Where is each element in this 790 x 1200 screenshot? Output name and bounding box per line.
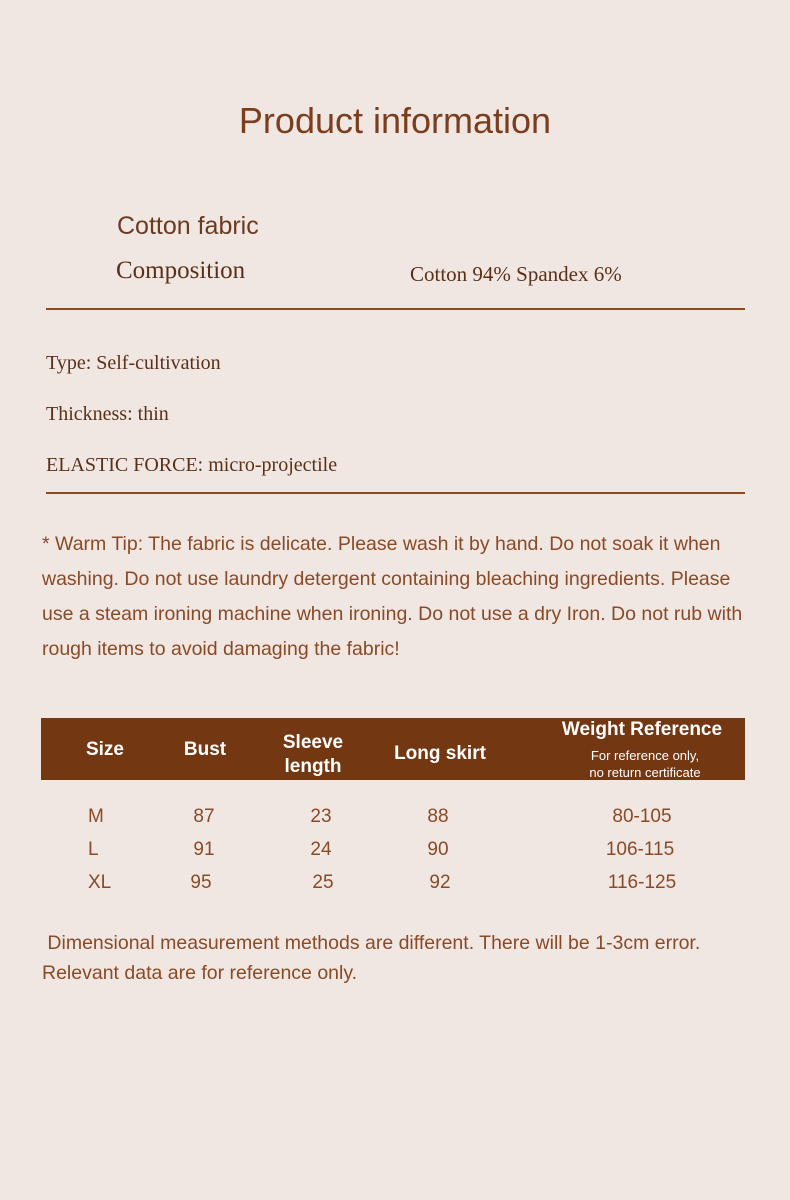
page-title: Product information — [238, 100, 552, 141]
divider-top — [46, 308, 745, 310]
header-weight-note-line1: For reference only, — [590, 748, 700, 763]
warm-tip: * Warm Tip: The fabric is delicate. Please wash it by hand. Do not soak it when washing. Do not use laundry detergent containing bleaching ingredients. Please use a steam ironing machine when ironing. Do not use a dry Iron. Do not rub with rough items to avoid damaging the fabric! — [42, 533, 743, 660]
cell-bust: 87 — [193, 806, 215, 827]
cell-size: L — [88, 839, 99, 860]
header-bust: Bust — [183, 739, 227, 760]
property-thickness: Thickness: thin — [46, 403, 169, 425]
cell-size: M — [88, 806, 104, 827]
header-size: Size — [85, 739, 125, 760]
property-type: Type: Self-cultivation — [46, 352, 221, 374]
composition-label: Composition — [116, 257, 246, 284]
cell-sleeve: 24 — [310, 839, 332, 860]
header-skirt: Long skirt — [394, 743, 486, 764]
header-weight-note-line2: no return certificate — [589, 765, 701, 780]
fabric-label: Cotton fabric — [117, 212, 259, 240]
cell-bust: 91 — [193, 839, 215, 860]
cell-weight: 116-125 — [607, 872, 677, 893]
header-weight-note — [535, 747, 755, 781]
measurement-note: Dimensional measurement methods are different. There will be 1-3cm error. Relevant data are for reference only. — [42, 932, 706, 984]
cell-bust: 95 — [190, 872, 212, 893]
size-table-header — [41, 718, 745, 780]
header-sleeve — [263, 731, 363, 779]
header-sleeve-line2: length — [284, 756, 342, 777]
cell-skirt: 92 — [429, 872, 451, 893]
composition-value: Cotton 94% Spandex 6% — [410, 262, 622, 286]
cell-skirt: 88 — [427, 806, 449, 827]
cell-weight: 106-115 — [605, 839, 675, 860]
header-sleeve-line1: Sleeve — [282, 732, 344, 753]
header-weight: Weight Reference — [561, 719, 723, 740]
cell-weight: 80-105 — [612, 806, 672, 827]
cell-size: XL — [88, 872, 112, 893]
cell-sleeve: 25 — [312, 872, 334, 893]
cell-sleeve: 23 — [310, 806, 332, 827]
cell-skirt: 90 — [427, 839, 449, 860]
divider-bottom — [46, 492, 745, 494]
property-elasticity: ELASTIC FORCE: micro-projectile — [46, 454, 338, 476]
